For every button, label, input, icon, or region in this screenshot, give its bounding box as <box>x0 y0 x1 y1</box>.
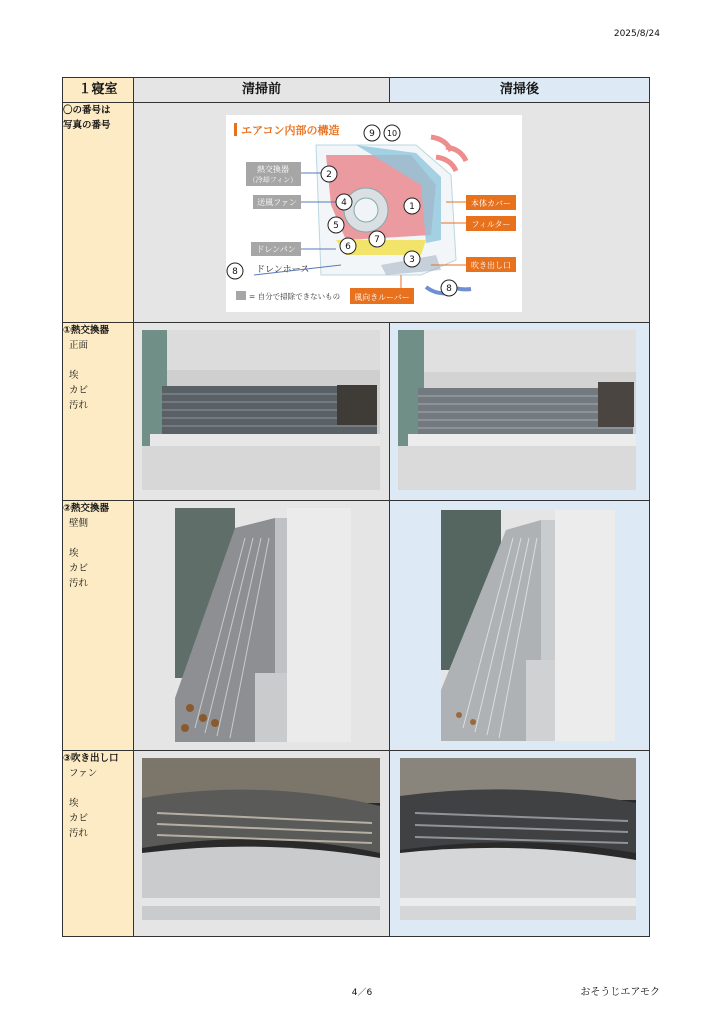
heat-exchanger-wall-side-before-photo <box>175 508 351 742</box>
row-item: カビ <box>69 813 89 824</box>
outlet-fan-after-photo <box>400 758 636 920</box>
before-cleaning-heading: 清掃前 <box>134 78 390 103</box>
row-item: 汚れ <box>69 828 89 839</box>
row-item: 汚れ <box>69 578 89 589</box>
drain-pan-label: ドレンパン <box>256 245 296 254</box>
marker-1: 1 <box>409 202 415 212</box>
marker-8-hose: 8 <box>232 267 238 277</box>
after-photo-cell <box>390 501 650 751</box>
diagram-legend: = 自分で掃除できないもの <box>249 292 341 301</box>
marker-10: 10 <box>386 129 398 138</box>
row-item: 埃 <box>69 798 79 809</box>
company-name: おそうじエアモク <box>580 987 660 998</box>
row-item: 汚れ <box>69 400 89 411</box>
table-header-row <box>63 78 650 103</box>
row-item: 埃 <box>69 548 79 559</box>
room-heading: １寝室 <box>63 78 134 103</box>
diagram-note-line1: 〇の番号は <box>63 105 111 116</box>
aircon-structure-diagram <box>226 115 522 312</box>
marker-8-louver: 8 <box>446 284 452 294</box>
marker-2: 2 <box>326 170 332 180</box>
report-date: 2025/8/24 <box>613 29 660 39</box>
heat-exchanger-wall-side-after-photo <box>441 510 615 741</box>
body-cover-label: 本体カバー <box>471 199 511 208</box>
outlet-label: 吹き出し口 <box>471 261 511 270</box>
row-title: ①熱交換器 <box>63 325 110 336</box>
row-label <box>63 751 134 937</box>
page-number: 4／6 <box>351 988 373 998</box>
louver-label: 風向きルーバー <box>354 293 410 302</box>
outlet-fan-before-photo <box>142 758 380 920</box>
table-row <box>63 323 650 501</box>
table-row <box>63 501 650 751</box>
marker-4: 4 <box>341 198 347 208</box>
row-title: ②熱交換器 <box>63 503 110 514</box>
table-row <box>63 751 650 937</box>
drain-hose-label: ドレンホース <box>256 265 310 275</box>
filter-label: フィルター <box>471 220 511 229</box>
marker-5: 5 <box>333 221 339 231</box>
before-photo-cell <box>134 323 390 501</box>
row-item: カビ <box>69 563 89 574</box>
heat-exchanger-label: 熱交換器 <box>257 165 289 174</box>
row-label <box>63 323 134 501</box>
row-title: ③吹き出し口 <box>63 753 119 764</box>
heat-exchanger-front-before-photo <box>142 330 380 490</box>
cooling-fin-label: （冷却フィン） <box>248 176 298 184</box>
diagram-title: エアコン内部の構造 <box>241 124 340 137</box>
diagram-note-line2: 写真の番号 <box>63 120 111 131</box>
cleaning-report-table <box>62 77 650 937</box>
row-item: 埃 <box>69 370 79 381</box>
row-label <box>63 501 134 751</box>
row-item: ファン <box>69 768 98 779</box>
after-photo-cell <box>390 751 650 937</box>
fan-label: 送風ファン <box>257 198 297 207</box>
row-item: 壁側 <box>69 518 89 529</box>
after-cleaning-heading: 清掃後 <box>390 78 650 103</box>
row-item: 正面 <box>69 340 89 351</box>
marker-7: 7 <box>374 235 380 245</box>
row-item: カビ <box>69 385 89 396</box>
after-photo-cell <box>390 323 650 501</box>
marker-6: 6 <box>345 242 351 252</box>
heat-exchanger-front-after-photo <box>398 330 636 490</box>
diagram-note <box>63 103 134 323</box>
marker-3: 3 <box>409 255 415 265</box>
before-photo-cell <box>134 751 390 937</box>
marker-9: 9 <box>369 129 375 139</box>
diagram-cell <box>134 103 650 323</box>
before-photo-cell <box>134 501 390 751</box>
diagram-row <box>63 103 650 323</box>
